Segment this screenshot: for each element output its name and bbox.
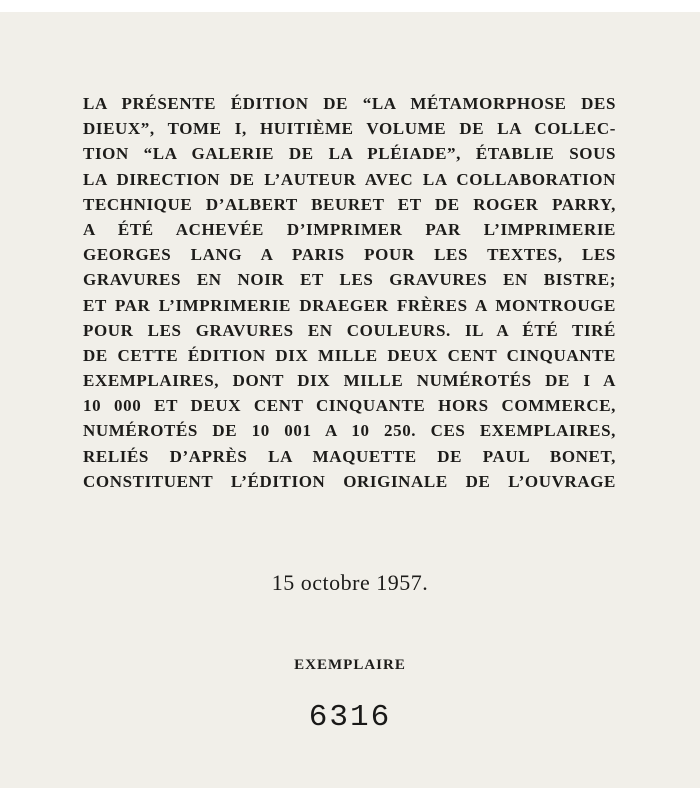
colophon-line: EXEMPLAIRES, DONT DIX MILLE NUMÉROTÉS DE I A	[83, 371, 616, 391]
colophon-line: RELIÉS D’APRÈS LA MAQUETTE DE PAUL BONET,	[83, 446, 616, 466]
colophon-line: TECHNIQUE D’ALBERT BEURET ET DE ROGER PARRY,	[83, 194, 616, 214]
colophon-line: ET PAR L’IMPRIMERIE DRAEGER FRÈRES A MONTROUGE	[83, 295, 616, 315]
colophon-text	[83, 91, 616, 494]
colophon-line: POUR LES GRAVURES EN COULEURS. IL A ÉTÉ TIRÉ	[83, 320, 616, 340]
colophon-line: NUMÉROTÉS DE 10 001 A 10 250. CES EXEMPLAIRES,	[83, 421, 616, 441]
colophon-line: 10 000 ET DEUX CENT CINQUANTE HORS COMMERCE,	[83, 396, 616, 416]
colophon-line: TION “LA GALERIE DE LA PLÉIADE”, ÉTABLIE SOUS	[83, 144, 616, 164]
exemplaire-label: EXEMPLAIRE	[294, 657, 406, 673]
colophon-line: LA DIRECTION DE L’AUTEUR AVEC LA COLLABORATION	[83, 169, 616, 189]
exemplaire-number: 6316	[308, 700, 392, 735]
colophon-line: CONSTITUENT L’ÉDITION ORIGINALE DE L’OUVRAGE	[83, 471, 616, 491]
colophon-line: A ÉTÉ ACHEVÉE D’IMPRIMER PAR L’IMPRIMERIE	[83, 219, 616, 239]
colophon-line: DE CETTE ÉDITION DIX MILLE DEUX CENT CINQUANTE	[83, 345, 616, 365]
colophon-line: GRAVURES EN NOIR ET LES GRAVURES EN BISTRE;	[83, 270, 616, 290]
colophon-line: GEORGES LANG A PARIS POUR LES TEXTES, LES	[83, 245, 616, 265]
colophon-line: LA PRÉSENTE ÉDITION DE “LA MÉTAMORPHOSE DES	[83, 94, 616, 113]
print-date: 15 octobre 1957.	[271, 570, 429, 595]
colophon-line: DIEUX”, TOME I, HUITIÈME VOLUME DE LA COLLEC-	[83, 119, 616, 139]
